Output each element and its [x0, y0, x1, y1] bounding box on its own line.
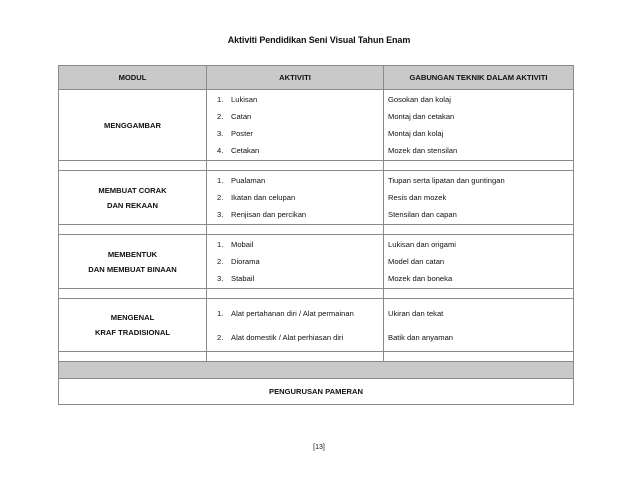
header-aktiviti: AKTIVITI [207, 66, 384, 90]
gabungan-list: Lukisan dan origami Model dan catan Mozek dan boneka [384, 235, 574, 289]
list-item: 4. Cetakan [217, 146, 260, 155]
page-number: [13] [313, 444, 325, 451]
gabungan-list: Tiupan serta lipatan dan guntingan Resis dan mozek Stensilan dan capan [384, 171, 574, 225]
table-row [59, 171, 574, 225]
table-header-row [59, 66, 574, 90]
spacer-row [59, 352, 574, 362]
list-item: 1. Alat pertahanan diri / Alat permainan [217, 308, 354, 318]
table-row [59, 90, 574, 161]
shaded-row [59, 362, 574, 379]
pengurusan-pameran-label: PENGURUSAN PAMERAN [59, 379, 574, 405]
gabungan-list: Gosokan dan kolaj Montaj dan cetakan Montaj dan kolaj Mozek dan stensilan [384, 90, 574, 161]
list-item: 2. Diorama [217, 257, 260, 266]
module-name: MENGENAL KRAF TRADISIONAL [59, 299, 207, 352]
module-name: MENGGAMBAR [59, 90, 207, 161]
document-title: Aktiviti Pendidikan Seni Visual Tahun Enam [227, 35, 411, 45]
activity-list [207, 299, 384, 352]
table-row [59, 235, 574, 289]
header-gabungan: GABUNGAN TEKNIK DALAM AKTIVITI [384, 66, 574, 90]
header-modul: MODUL [59, 66, 207, 90]
list-item: 3. Stabail [217, 274, 255, 283]
list-item: 1. Mobail [217, 240, 254, 249]
list-item: 2. Alat domestik / Alat perhiasan diri [217, 332, 344, 342]
list-item: 2. Catan [217, 112, 252, 121]
list-item: 3. Renjisan dan percikan [217, 210, 307, 219]
spacer-row [59, 161, 574, 171]
table-row [59, 299, 574, 352]
module-name: MEMBENTUK DAN MEMBUAT BINAAN [59, 235, 207, 289]
list-item: 1. Pualaman [217, 176, 266, 185]
footer-row [59, 379, 574, 405]
activity-table [58, 65, 574, 405]
spacer-row [59, 289, 574, 299]
activity-list [207, 90, 384, 161]
list-item: 1. Lukisan [217, 95, 258, 104]
list-item: 3. Poster [217, 129, 253, 138]
module-name: MEMBUAT CORAK DAN REKAAN [59, 171, 207, 225]
gabungan-list: Ukiran dan tekat Batik dan anyaman [384, 299, 574, 352]
list-item: 2. Ikatan dan celupan [217, 193, 296, 202]
spacer-row [59, 225, 574, 235]
activity-list [207, 171, 384, 225]
activity-list [207, 235, 384, 289]
